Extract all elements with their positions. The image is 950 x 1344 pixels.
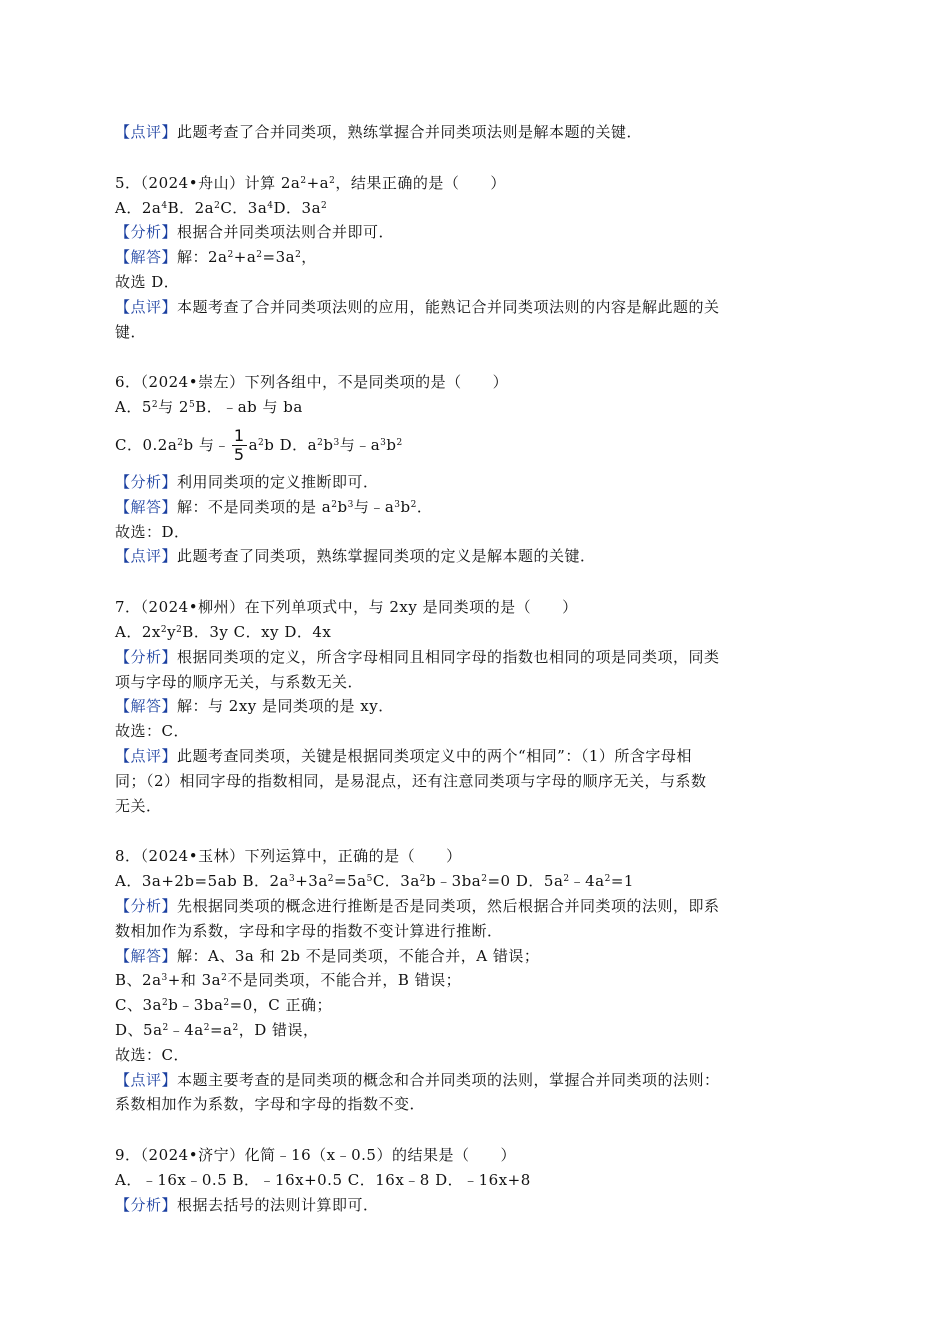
q9-options: A．﹣16x﹣0.5 B．﹣16x+0.5 C．16x﹣8 D．﹣16x+8	[115, 1170, 531, 1189]
q6-analysis: 【分析】利用同类项的定义推断即可．	[115, 472, 379, 491]
q8-solution-c: C、$3a^2b﹣3ba^2=0$，C 正确；	[115, 996, 332, 1015]
q6-options-cd: C．$0.2a^2b$ 与﹣ $\frac{1}{5}$ $a^2b$ D．$a^2b^3$与$﹣a^3b^2$	[115, 426, 403, 465]
q6-solution: 【解答】解：不是同类项的是 $a^2b^3$与$﹣a^3b^2$．	[115, 497, 433, 516]
q7-solution: 【解答】解：与 2xy 是同类项的是 xy．	[115, 697, 394, 716]
q5-stem: 5．（2024•舟山）计算 $2a^2+a^2$，结果正确的是（ ）	[115, 173, 506, 192]
q7-choice: 故选：C．	[115, 722, 189, 741]
q8-comment: 【点评】本题主要考查的是同类项的概念和合并同类项的法则，掌握合并同类项的法则：	[115, 1070, 720, 1089]
q5-analysis: 【分析】根据合并同类项法则合并即可．	[115, 223, 395, 242]
q6-options-ab: A．$5^2$与 $2^5B$．﹣ab 与 ba	[115, 398, 303, 417]
q8-solution: 【解答】解：A、3a 和 2b 不是同类项，不能合并，A 错误；	[115, 946, 540, 965]
q8-analysis: 【分析】先根据同类项的概念进行推断是否是同类项，然后根据合并同类项的法则，即系	[115, 896, 720, 915]
q7-comment-cont: 同；（2）相同字母的指数相同，是易混点，还有注意同类项与字母的顺序无关，与系数	[115, 771, 707, 790]
q7-analysis-cont: 项与字母的顺序无关，与系数无关．	[115, 672, 364, 691]
q5-comment: 【点评】本题考查了合并同类项法则的应用，能熟记合并同类项法则的内容是解此题的关	[115, 297, 720, 316]
intro-comment: 【点评】此题考查了合并同类项，熟练掌握合并同类项法则是解本题的关键．	[115, 123, 643, 141]
q8-solution-b: B、$2a^3+$和 $3a^2$不是同类项，不能合并，B 错误；	[115, 971, 462, 990]
fraction-one-fifth: $\frac{1}{5}$	[233, 426, 245, 465]
q7-stem: 7．（2024•柳州）在下列单项式中，与 2xy 是同类项的是（ ）	[115, 598, 578, 617]
q5-choice: 故选 D．	[115, 272, 180, 291]
q8-options: A．3a+2b=5ab B．$2a^3+3a^2=5a^5C$．$3a^2b﹣3ba^2=0$ D．$5a^2﹣4a^2=1$	[115, 872, 634, 891]
q8-choice: 故选：C．	[115, 1045, 189, 1064]
q7-comment-end: 无关．	[115, 796, 162, 815]
q6-comment: 【点评】此题考查了同类项，熟练掌握同类项的定义是解本题的关键．	[115, 547, 596, 566]
q7-analysis: 【分析】根据同类项的定义，所含字母相同且相同字母的指数也相同的项是同类项，同类	[115, 647, 720, 666]
q9-analysis: 【分析】根据去括号的法则计算即可．	[115, 1195, 379, 1214]
q8-stem: 8．（2024•玉林）下列运算中，正确的是（ ）	[115, 847, 462, 866]
document-page	[115, 120, 835, 1217]
q6-stem: 6．（2024•崇左）下列各组中，不是同类项的是（ ）	[115, 373, 509, 392]
q7-options: A．$2x^2y^2B$．3y C．xy D．4x	[115, 622, 332, 641]
q5-options: A．$2a^4B$．$2a^2C$．$3a^4D$．$3a^2$	[115, 198, 328, 217]
q8-comment-cont: 系数相加作为系数，字母和字母的指数不变．	[115, 1095, 426, 1114]
q5-solution: 【解答】解：$2a^2+a^2=3a^2$，	[115, 248, 317, 267]
q5-comment-cont: 键．	[115, 322, 147, 341]
q9-stem: 9．（2024•济宁）化简﹣16（x﹣0.5）的结果是（ ）	[115, 1146, 516, 1165]
q8-analysis-cont: 数相加作为系数，字母和字母的指数不变计算进行推断．	[115, 921, 503, 940]
q8-solution-d: D、$5a^2﹣4a^2=a^2$，D 错误，	[115, 1020, 319, 1039]
q7-comment: 【点评】此题考查同类项，关键是根据同类项定义中的两个“相同”：（1）所含字母相	[115, 746, 692, 765]
q6-choice: 故选：D．	[115, 522, 190, 541]
